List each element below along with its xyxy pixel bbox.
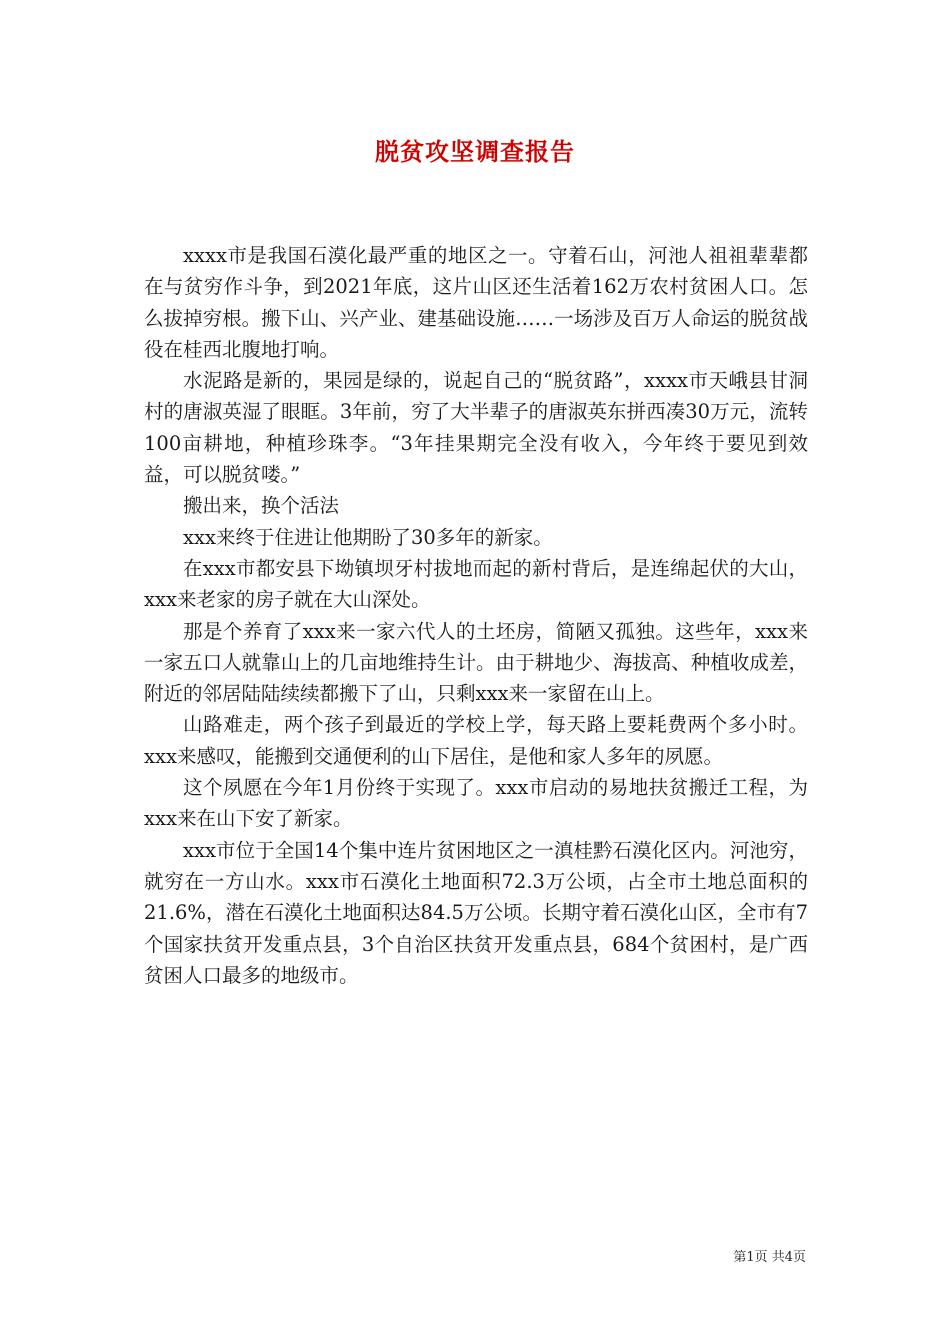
document-title: 脱贫攻坚调查报告: [375, 137, 575, 166]
paragraph: 水泥路是新的，果园是绿的，说起自己的“脱贫路”，xxxx市天峨县甘洞村的唐淑英湿了眼眶。3年前，穷了大半辈子的唐淑英东拼西凑30万元，流转100亩耕地，种植珍珠李。“3年挂果期完全没有收入，今年终于要见到效益，可以脱贫喽。”: [144, 369, 808, 487]
document-body: [144, 240, 808, 991]
paragraph: xxx市位于全国14个集中连片贫困地区之一滇桂黔石漠化区内。河池穷，就穷在一方山水。xxx市石漠化土地面积72.3万公顷，占全市土地总面积的21.6%，潜在石漠化土地面积达84.5万公顷。长期守着石漠化山区，全市有7个国家扶贫开发重点县，3个自治区扶贫开发重点县，684个贫困村，是广西贫困人口最多的地级市。: [144, 838, 808, 987]
paragraph: 这个夙愿在今年1月份终于实现了。xxx市启动的易地扶贫搬迁工程，为xxx来在山下安了新家。: [144, 776, 808, 831]
page-number: 第1页 共4页: [733, 1250, 806, 1265]
paragraph: xxx来终于住进让他期盼了30多年的新家。: [183, 525, 553, 549]
paragraph: 在xxx市都安县下坳镇坝牙村拔地而起的新村背后，是连绵起伏的大山，xxx来老家的房子就在大山深处。: [144, 556, 808, 612]
paragraph: 那是个养育了xxx来一家六代人的土坯房，简陋又孤独。这些年，xxx来一家五口人就靠山上的几亩地维持生计。由于耕地少、海拔高、种植收成差，附近的邻居陆陆续续都搬下了山，只剩xxx来一家留在山上。: [144, 619, 808, 706]
paragraph: xxxx市是我国石漠化最严重的地区之一。守着石山，河池人祖祖辈辈都在与贫穷作斗争，到2021年底，这片山区还生活着162万农村贫困人口。怎么拔掉穷根。搬下山、兴产业、建基础设施……一场涉及百万人命运的脱贫战役在桂西北腹地打响。: [144, 244, 808, 361]
section-heading: 搬出来，换个活法: [183, 494, 340, 518]
paragraph: 山路难走，两个孩子到最近的学校上学，每天路上要耗费两个多小时。xxx来感叹，能搬到交通便利的山下居住，是他和家人多年的夙愿。: [144, 713, 808, 768]
